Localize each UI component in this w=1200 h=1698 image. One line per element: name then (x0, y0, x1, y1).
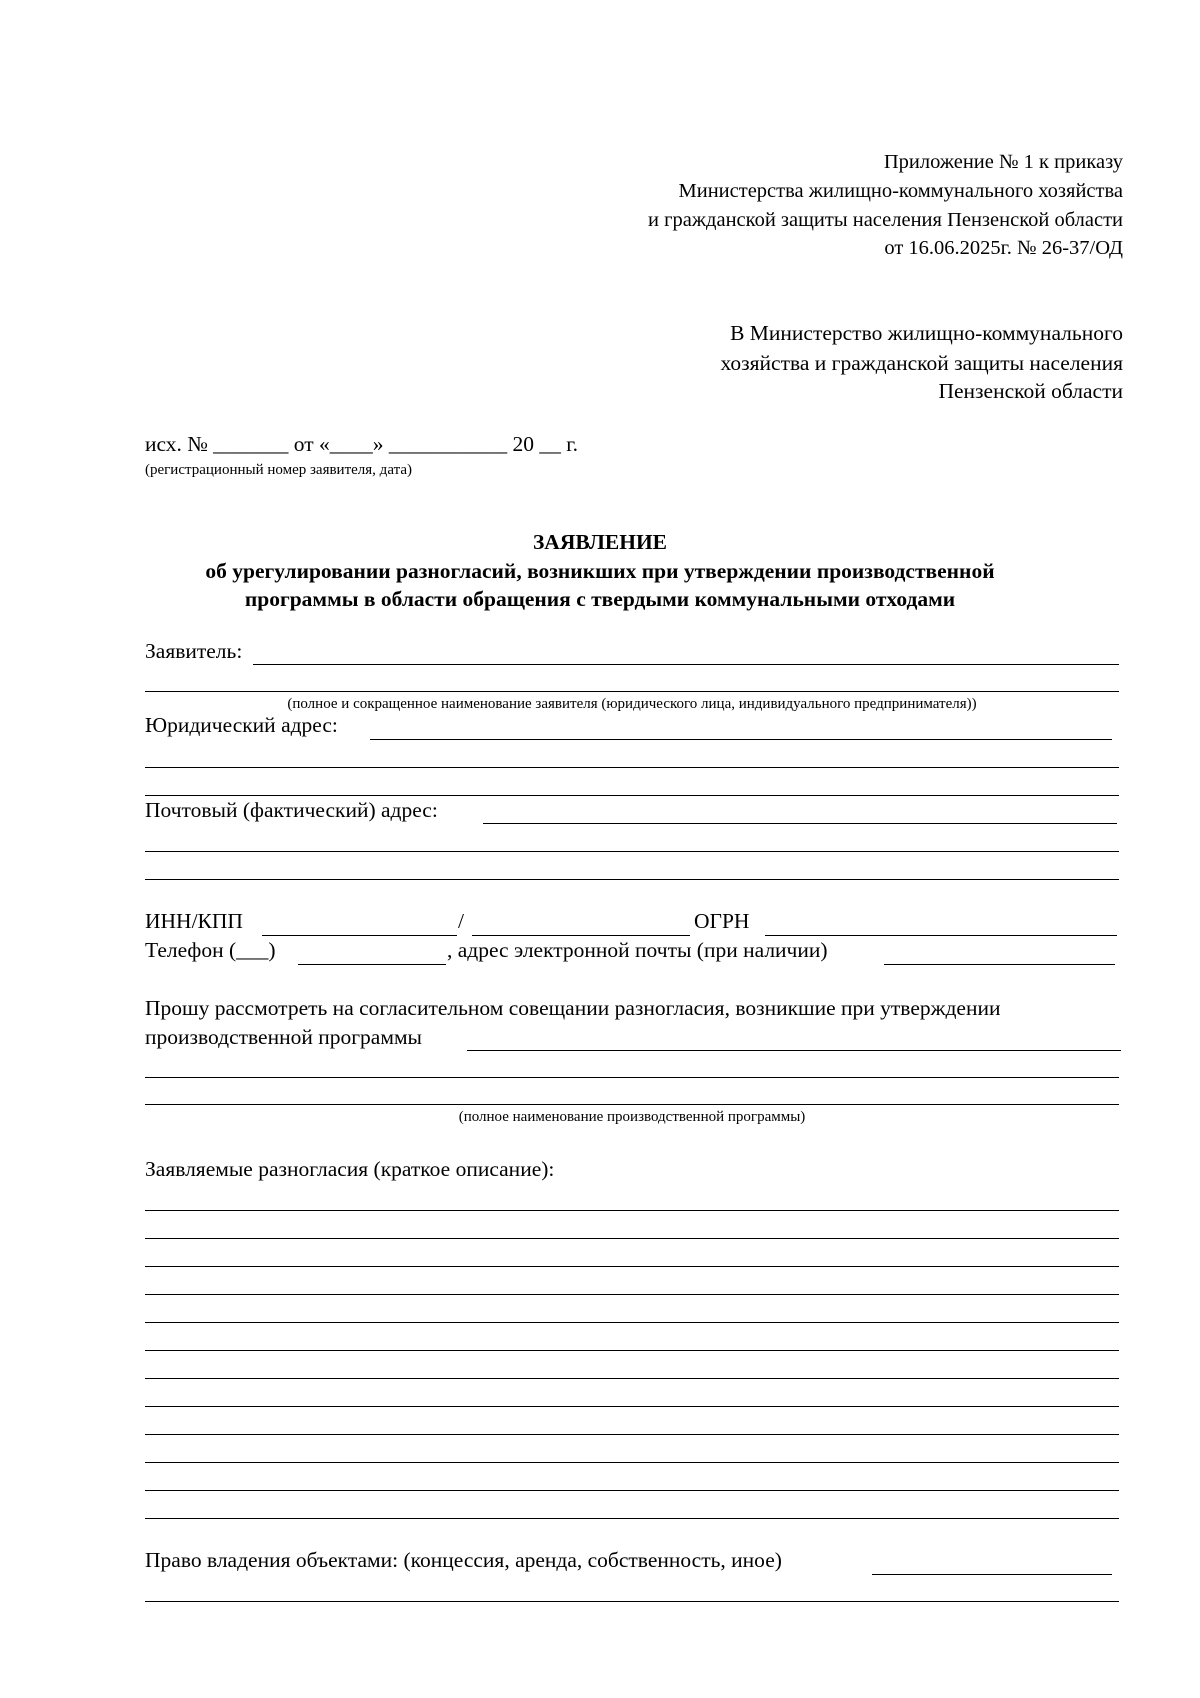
disagreements-line-10[interactable] (145, 1462, 1119, 1463)
addressee-line-3: Пензенской области (938, 379, 1123, 403)
applicant-field[interactable] (253, 664, 1119, 665)
disagreements-line-1[interactable] (145, 1210, 1119, 1211)
outgoing-number-line: исх. № _______ от «____» ___________ 20 __ г. (145, 432, 579, 456)
ownership-label: Право владения объектами: (концессия, аренда, собственность, иное) (145, 1548, 782, 1572)
postal-address-field-line-2[interactable] (145, 851, 1119, 852)
document-title: ЗАЯВЛЕНИЕ (532, 530, 668, 554)
disagreements-line-4[interactable] (145, 1294, 1119, 1295)
disagreements-line-9[interactable] (145, 1434, 1119, 1435)
disagreements-label: Заявляемые разногласия (краткое описание): (145, 1157, 555, 1181)
email-field[interactable] (884, 964, 1115, 965)
legal-address-label: Юридический адрес: (145, 713, 338, 737)
addressee-line-1: В Министерство жилищно-коммунального (730, 321, 1123, 345)
disagreements-line-5[interactable] (145, 1322, 1119, 1323)
postal-address-field[interactable] (483, 823, 1117, 824)
disagreements-line-3[interactable] (145, 1266, 1119, 1267)
ownership-field[interactable] (872, 1574, 1112, 1575)
ogrn-field[interactable] (765, 935, 1117, 936)
inn-field[interactable] (262, 935, 457, 936)
phone-field[interactable] (298, 964, 446, 965)
disagreements-line-6[interactable] (145, 1350, 1119, 1351)
legal-address-field-line-3[interactable] (145, 795, 1119, 796)
program-name-field[interactable] (467, 1050, 1121, 1051)
ownership-field-line-2[interactable] (145, 1601, 1119, 1602)
ogrn-label: ОГРН (694, 909, 750, 933)
request-line-1: Прошу рассмотреть на согласительном совещании разногласия, возникшие при утверждении (145, 996, 1001, 1020)
disagreements-line-7[interactable] (145, 1378, 1119, 1379)
legal-address-field-line-2[interactable] (145, 767, 1119, 768)
addressee-line-2: хозяйства и гражданской защиты населения (720, 351, 1123, 375)
document-subtitle-1: об урегулировании разногласий, возникших при утверждении производственной (205, 559, 995, 583)
outgoing-number-hint: (регистрационный номер заявителя, дата) (145, 462, 412, 478)
program-name-field-line-2[interactable] (145, 1077, 1119, 1078)
legal-address-field[interactable] (370, 739, 1112, 740)
document-subtitle-2: программы в области обращения с твердыми коммунальными отходами (244, 587, 956, 611)
postal-address-field-line-3[interactable] (145, 879, 1119, 880)
appendix-line-1: Приложение № 1 к приказу (883, 151, 1123, 173)
applicant-hint: (полное и сокращенное наименование заявителя (юридического лица, индивидуального предпринимателя)) (287, 696, 977, 712)
appendix-line-2: Министерства жилищно-коммунального хозяйства (678, 180, 1123, 202)
applicant-field-line-2[interactable] (145, 691, 1119, 692)
appendix-line-4: от 16.06.2025г. № 26-37/ОД (884, 237, 1123, 259)
kpp-field[interactable] (472, 935, 690, 936)
disagreements-line-11[interactable] (145, 1490, 1119, 1491)
program-name-hint: (полное наименование производственной программы) (458, 1109, 806, 1125)
request-line-2: производственной программы (145, 1025, 423, 1049)
phone-label: Телефон (___) (145, 938, 276, 962)
postal-address-label: Почтовый (фактический) адрес: (145, 798, 438, 822)
appendix-line-3: и гражданской защиты населения Пензенской области (648, 209, 1123, 231)
disagreements-line-12[interactable] (145, 1518, 1119, 1519)
inn-kpp-separator: / (458, 909, 464, 933)
disagreements-line-8[interactable] (145, 1406, 1119, 1407)
inn-kpp-label: ИНН/КПП (145, 909, 243, 933)
applicant-label: Заявитель: (145, 639, 243, 663)
email-label: , адрес электронной почты (при наличии) (447, 938, 828, 962)
program-name-field-line-3[interactable] (145, 1104, 1119, 1105)
disagreements-line-2[interactable] (145, 1238, 1119, 1239)
